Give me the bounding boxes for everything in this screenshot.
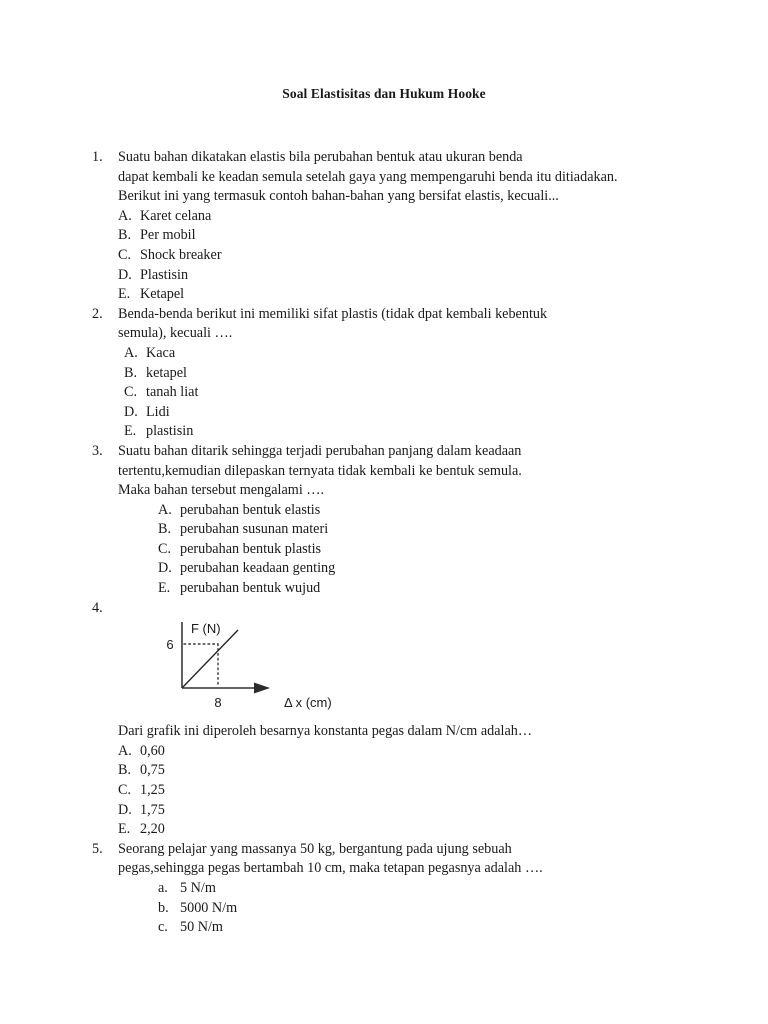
option-item[interactable] bbox=[118, 285, 692, 305]
option-text: 2,20 bbox=[140, 821, 165, 838]
option-text: 5 N/m bbox=[180, 880, 216, 896]
option-text: Ketapel bbox=[140, 286, 185, 303]
option-text: Kaca bbox=[146, 344, 176, 361]
option-item[interactable] bbox=[124, 383, 692, 403]
option-letter: a. bbox=[158, 880, 168, 896]
y-axis-tick-6: 6 bbox=[166, 637, 174, 653]
force-extension-graph bbox=[118, 618, 692, 722]
option-text: Per mobil bbox=[140, 227, 196, 244]
question-5-first-line bbox=[92, 840, 692, 860]
option-text: Karet celana bbox=[140, 207, 212, 224]
option-item[interactable] bbox=[118, 781, 692, 801]
option-item[interactable] bbox=[118, 246, 692, 266]
x-axis-arrow-icon bbox=[254, 683, 270, 694]
question-5-number: 5. bbox=[92, 840, 103, 857]
option-item[interactable] bbox=[118, 761, 692, 781]
option-item[interactable] bbox=[118, 801, 692, 821]
option-letter: D. bbox=[118, 266, 132, 283]
option-text: 0,60 bbox=[140, 742, 165, 759]
question-1 bbox=[92, 148, 692, 305]
option-letter: B. bbox=[118, 227, 132, 244]
question-2-first-line bbox=[92, 305, 692, 325]
option-text: 50 N/m bbox=[180, 919, 223, 936]
question-4-prompt: Dari grafik ini diperoleh besarnya konstanta pegas dalam N/cm adalah… bbox=[118, 723, 533, 740]
question-1-number: 1. bbox=[92, 149, 103, 165]
option-text: Lidi bbox=[146, 403, 170, 420]
question-3-text-line-2: tertentu,kemudian dilepaskan ternyata tidak kembali ke bentuk semula. bbox=[118, 462, 522, 479]
data-series-line bbox=[182, 630, 238, 688]
option-text: 5000 N/m bbox=[180, 899, 238, 916]
option-text: perubahan bentuk elastis bbox=[180, 501, 321, 518]
option-item[interactable] bbox=[158, 520, 692, 540]
question-3-options bbox=[158, 501, 692, 599]
question-3-first-line bbox=[92, 442, 692, 462]
question-5-options bbox=[158, 879, 692, 938]
option-item[interactable] bbox=[124, 422, 692, 442]
option-letter: c. bbox=[158, 919, 168, 936]
option-text: perubahan bentuk plastis bbox=[180, 540, 322, 557]
question-4-number: 4. bbox=[92, 599, 103, 616]
option-item[interactable] bbox=[158, 899, 692, 919]
question-2-text-line-1: Benda-benda berikut ini memiliki sifat plastis (tidak dpat kembali kebentuk bbox=[118, 305, 548, 322]
option-item[interactable] bbox=[118, 226, 692, 246]
question-1-text-line-1: Suatu bahan dikatakan elastis bila perubahan bentuk atau ukuran benda bbox=[118, 149, 523, 165]
option-text: 1,25 bbox=[140, 782, 165, 799]
option-text: perubahan susunan materi bbox=[180, 521, 329, 538]
x-axis-label: Δ x (cm) bbox=[284, 695, 332, 711]
option-text: 1,75 bbox=[140, 801, 165, 818]
option-item[interactable] bbox=[158, 540, 692, 560]
option-item[interactable] bbox=[118, 266, 692, 286]
option-letter: D. bbox=[124, 403, 138, 420]
option-item[interactable] bbox=[124, 403, 692, 423]
option-text: 0,75 bbox=[140, 762, 165, 779]
question-1-text-line-2: dapat kembali ke keadan semula setelah gaya yang mempengaruhi benda itu ditiadakan. bbox=[118, 168, 618, 185]
option-letter: A. bbox=[158, 501, 172, 518]
question-4 bbox=[92, 599, 692, 840]
option-item[interactable] bbox=[158, 579, 692, 599]
question-1-options bbox=[118, 207, 692, 305]
option-item[interactable] bbox=[124, 344, 692, 364]
option-item[interactable] bbox=[158, 501, 692, 521]
question-5-text-line-2: pegas,sehingga pegas bertambah 10 cm, maka tetapan pegasnya adalah …. bbox=[118, 860, 543, 877]
option-text: Plastisin bbox=[140, 266, 189, 283]
question-5 bbox=[92, 840, 692, 938]
question-4-options bbox=[118, 742, 692, 840]
option-letter: B. bbox=[118, 762, 132, 779]
option-letter: D. bbox=[118, 801, 132, 818]
option-letter: E. bbox=[118, 821, 131, 838]
option-text: perubahan keadaan genting bbox=[180, 560, 336, 577]
option-letter: C. bbox=[158, 540, 172, 557]
question-2-text-line-2: semula), kecuali …. bbox=[118, 325, 233, 342]
option-letter: E. bbox=[118, 286, 131, 303]
question-1-first-line bbox=[92, 148, 692, 168]
option-item[interactable] bbox=[124, 364, 692, 384]
question-5-text-line-1: Seorang pelajar yang massanya 50 kg, bergantung pada ujung sebuah bbox=[118, 840, 512, 857]
page-title: Soal Elastisitas dan Hukum Hooke bbox=[282, 86, 486, 101]
option-text: plastisin bbox=[146, 423, 194, 440]
question-2-options bbox=[124, 344, 692, 442]
option-item[interactable] bbox=[118, 742, 692, 762]
option-letter: B. bbox=[158, 521, 172, 538]
option-item[interactable] bbox=[158, 879, 692, 899]
option-item[interactable] bbox=[158, 559, 692, 579]
question-list bbox=[92, 148, 692, 938]
question-3-text-line-3: Maka bahan tersebut mengalami …. bbox=[118, 482, 325, 499]
option-letter: C. bbox=[124, 384, 138, 401]
question-2 bbox=[92, 305, 692, 442]
option-letter: C. bbox=[118, 246, 132, 263]
option-item[interactable] bbox=[118, 207, 692, 227]
option-text: Shock breaker bbox=[140, 246, 222, 263]
question-4-first-line bbox=[92, 599, 692, 619]
option-text: tanah liat bbox=[146, 384, 199, 401]
option-item[interactable] bbox=[118, 820, 692, 840]
option-letter: E. bbox=[158, 580, 171, 597]
option-letter: A. bbox=[124, 344, 138, 361]
question-2-number: 2. bbox=[92, 305, 103, 322]
x-axis-tick-8: 8 bbox=[214, 695, 222, 711]
option-text: perubahan bentuk wujud bbox=[180, 580, 321, 597]
question-3-text-line-1: Suatu bahan ditarik sehingga terjadi perubahan panjang dalam keadaan bbox=[118, 442, 522, 459]
option-text: ketapel bbox=[146, 364, 187, 381]
option-letter: A. bbox=[118, 742, 132, 759]
question-3-number: 3. bbox=[92, 442, 103, 459]
option-letter: D. bbox=[158, 560, 172, 577]
y-axis-label: F (N) bbox=[191, 621, 221, 637]
option-letter: A. bbox=[118, 207, 132, 224]
force-extension-chart-svg bbox=[162, 618, 412, 722]
option-letter: B. bbox=[124, 364, 138, 381]
option-letter: b. bbox=[158, 899, 169, 916]
option-letter: E. bbox=[124, 423, 137, 440]
option-letter: C. bbox=[118, 782, 132, 799]
option-item[interactable] bbox=[158, 918, 692, 938]
question-3 bbox=[92, 442, 692, 599]
question-1-text-line-3: Berikut ini yang termasuk contoh bahan-bahan yang bersifat elastis, kecuali... bbox=[118, 188, 559, 205]
